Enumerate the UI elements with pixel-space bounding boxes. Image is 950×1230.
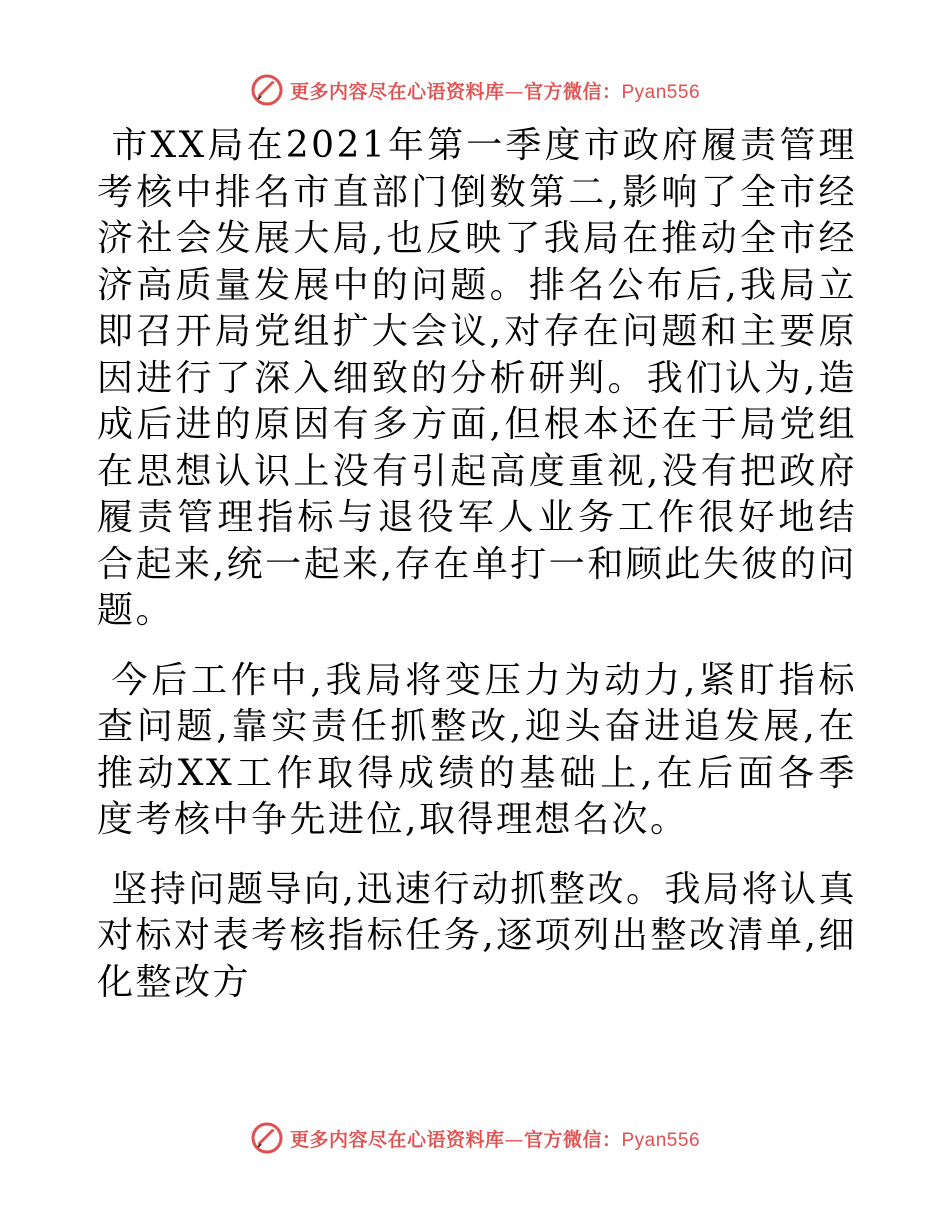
paragraph: 市XX局在2021年第一季度市政府履责管理考核中排名市直部门倒数第二,影响了全市经济社会发展大局,也反映了我局在推动全市经济高质量发展中的问题。排名公布后,我局立即召开局党组扩大会议,对存在问题和主要原因进行了深入细致的分析研判。我们认为,造成后进的原因有多方面,但根本还在于局党组在思想认识上没有引起高度重视,没有把政府履责管理指标与退役军人业务工作很好地结合起来,统一起来,存在单打一和顾此失彼的问题。	[97, 125, 857, 631]
document-body	[97, 123, 857, 1029]
watermark-text: 更多内容尽在心语资料库—官方微信：Pyan556	[289, 80, 701, 103]
paragraph: 今后工作中,我局将变压力为动力,紧盯指标查问题,靠实责任抓整改,迎头奋进追发展,在推动XX工作取得成绩的基础上,在后面各季度考核中争先进位,取得理想名次。	[97, 659, 857, 840]
paragraph: 坚持问题导向,迅速行动抓整改。我局将认真对标对表考核指标任务,逐项列出整改清单,细化整改方	[97, 868, 857, 1003]
quill-circle-logo-icon	[250, 1121, 284, 1155]
footer-watermark	[0, 1118, 950, 1158]
quill-circle-logo-icon	[250, 73, 284, 107]
watermark-text: 更多内容尽在心语资料库—官方微信：Pyan556	[289, 1128, 701, 1151]
header-watermark	[0, 70, 950, 110]
